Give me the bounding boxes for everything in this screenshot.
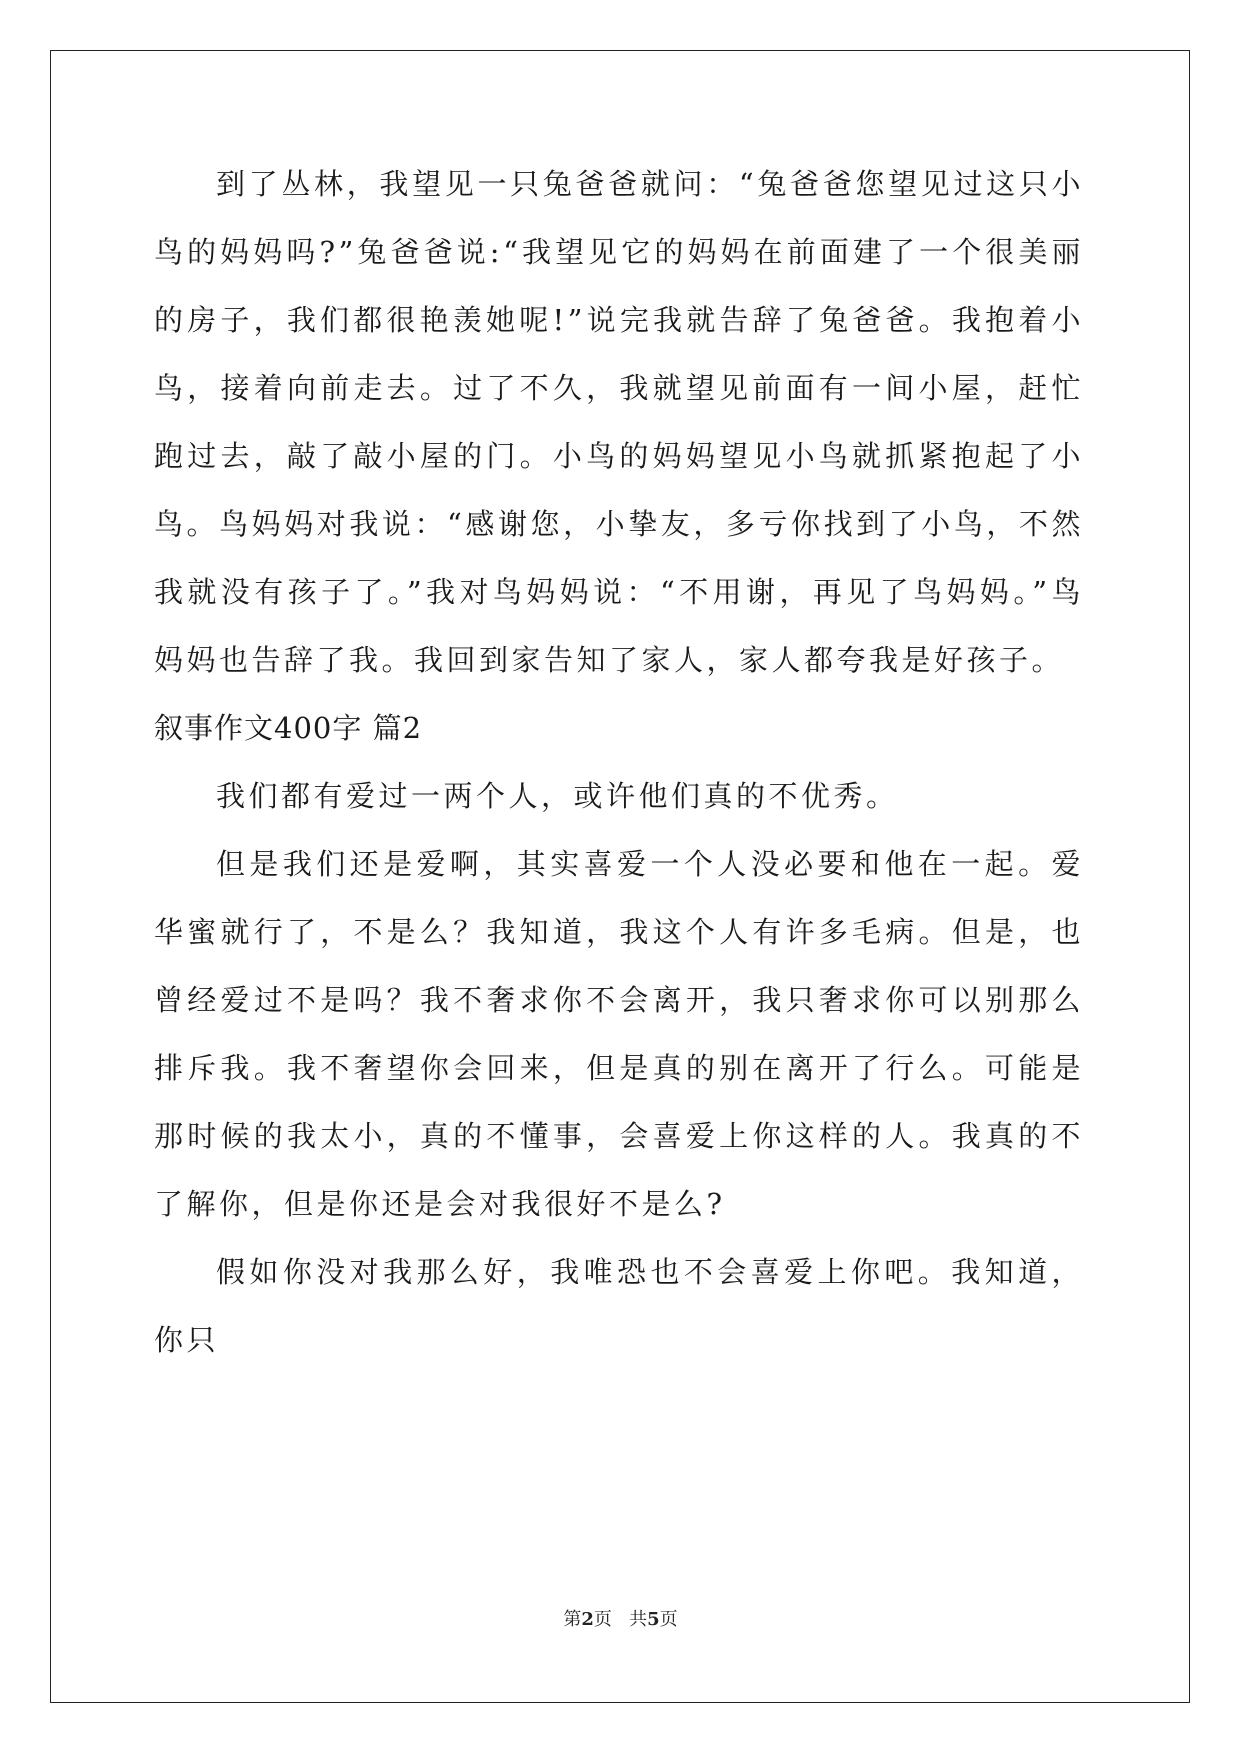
footer-total-suffix: 页 <box>659 1609 678 1630</box>
footer-page-suffix: 页 <box>593 1609 612 1630</box>
paragraph-3: 但是我们还是爱啊，其实喜爱一个人没必要和他在一起。爱华蜜就行了，不是么？我知道，我这个人有许多毛病。但是，也曾经爱过不是吗？我不奢求你不会离开，我只奢求你可以别那么排斥我。我不奢望你会回来，但是真的别在离开了行么。可能是那时候的我太小，真的不懂事，会喜爱上你这样的人。我真的不了解你，但是你还是会对我很好不是么? <box>154 847 1084 1221</box>
paragraph-2: 我们都有爱过一两个人，或许他们真的不优秀。 <box>216 779 899 813</box>
footer-total-prefix: 共 <box>629 1609 648 1630</box>
footer-current-page: 2 <box>581 1609 594 1630</box>
footer-total-pages: 5 <box>647 1609 660 1630</box>
section-heading: 叙事作文400字 篇2 <box>154 711 423 745</box>
page-footer <box>0 1605 1241 1631</box>
paragraph-1: 到了丛林，我望见一只兔爸爸就问：“兔爸爸您望见过这只小鸟的妈妈吗?”兔爸爸说:“我望见它的妈妈在前面建了一个很美丽的房子，我们都很艳羡她呢!”说完我就告辞了兔爸爸。我抱着小鸟，接着向前走去。过了不久，我就望见前面有一间小屋，赶忙跑过去，敲了敲小屋的门。小鸟的妈妈望见小鸟就抓紧抱起了小鸟。鸟妈妈对我说：“感谢您，小挚友，多亏你找到了小鸟，不然我就没有孩子了。”我对鸟妈妈说：“不用谢，再见了鸟妈妈。”鸟妈妈也告辞了我。我回到家告知了家人，家人都夸我是好孩子。 <box>154 167 1084 677</box>
paragraph-4: 假如你没对我那么好，我唯恐也不会喜爱上你吧。我知道，你只 <box>154 1255 1084 1357</box>
footer-prefix: 第 <box>563 1609 582 1630</box>
document-body <box>154 150 1084 1374</box>
